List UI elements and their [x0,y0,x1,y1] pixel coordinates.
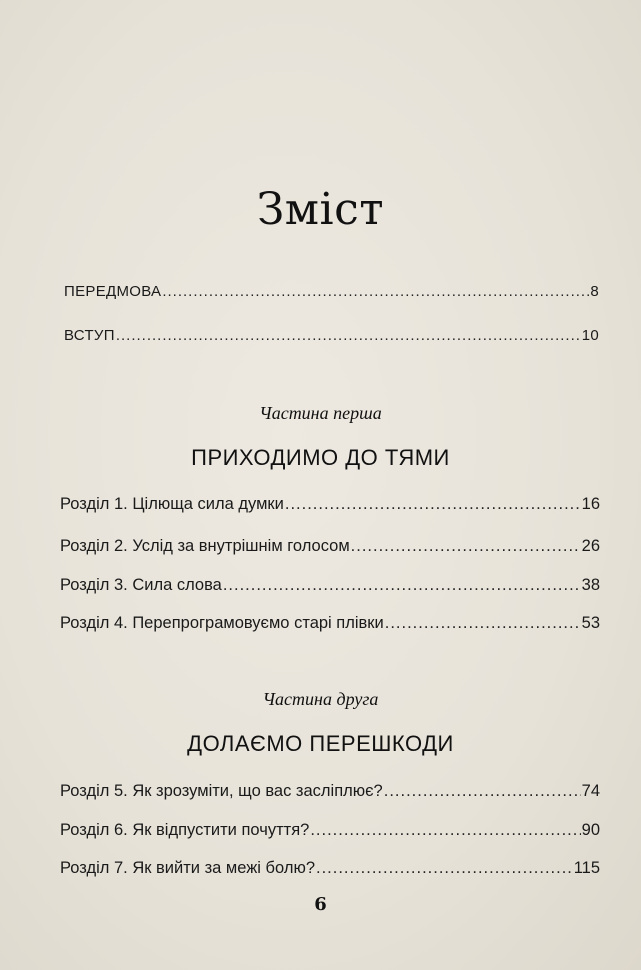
dot-leader [351,535,581,557]
toc-entry-label: ПЕРЕДМОВА [64,283,162,300]
toc-entry-label: Розділ 7. Як вийти за межі болю? [60,859,315,877]
dot-leader [384,780,581,802]
dot-leader [162,282,589,302]
page-number: 6 [314,894,327,915]
toc-title: Зміст [256,184,385,235]
toc-entry-label: Розділ 4. Перепрограмовуємо старі плівки [60,614,384,632]
part-two-title: ДОЛАЄМО ПЕРЕШКОДИ [187,731,454,756]
toc-entry-introduction [64,326,599,346]
toc-entry-page: 90 [581,821,600,839]
toc-entry-label: Розділ 3. Сила слова [60,576,222,594]
toc-entry-page: 38 [581,576,600,594]
part-one-label: Частина перша [259,403,382,423]
dot-leader [285,493,581,515]
toc-entry-chapter-1 [60,493,600,515]
part-two-label: Частина друга [262,689,379,709]
toc-entry-label: Розділ 1. Цілюща сила думки [60,495,284,513]
dot-leader [316,857,573,879]
toc-entry-label: Розділ 2. Услід за внутрішнім голосом [60,537,350,555]
toc-entry-label: ВСТУП [64,327,115,344]
toc-entry-page: 26 [581,537,600,555]
toc-entry-chapter-3 [60,574,600,596]
dot-leader [310,819,580,841]
dot-leader [223,574,581,596]
toc-entry-page: 53 [581,614,600,632]
toc-entry-chapter-6 [60,819,600,841]
toc-entry-chapter-4 [60,612,600,634]
toc-entry-chapter-7 [60,857,600,879]
toc-entry-page: 10 [581,327,599,344]
toc-entry-page: 8 [590,283,599,300]
dot-leader [116,326,581,346]
toc-entry-label: Розділ 5. Як зрозуміти, що вас засліплює? [60,782,383,800]
dot-leader [385,612,581,634]
toc-entry-label: Розділ 6. Як відпустити почуття? [60,821,310,839]
toc-entry-page: 74 [581,782,600,800]
toc-entry-page: 115 [573,859,600,877]
toc-entry-chapter-2 [60,535,600,557]
toc-entry-foreword [64,282,599,302]
part-one-title: ПРИХОДИМО ДО ТЯМИ [191,445,450,470]
toc-entry-chapter-5 [60,780,600,802]
toc-entry-page: 16 [581,495,600,513]
